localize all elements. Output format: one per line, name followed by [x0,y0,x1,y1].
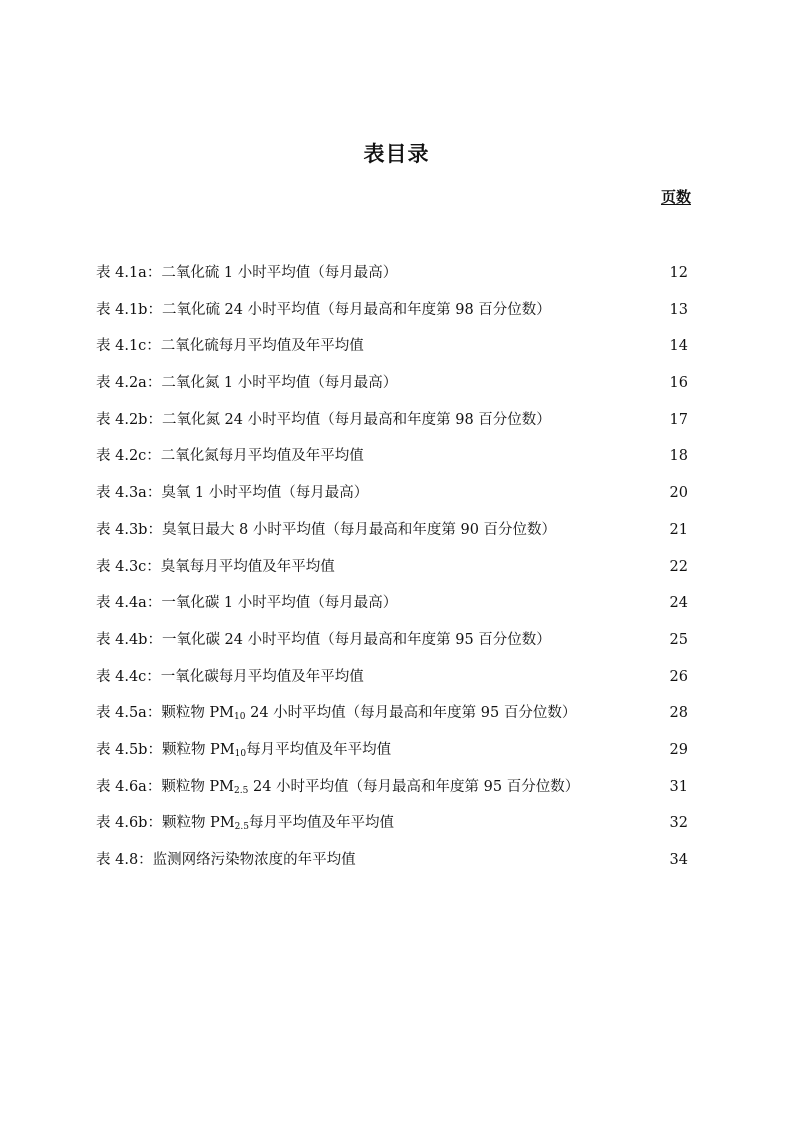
toc-entry[interactable] [96,478,688,515]
toc-entry-label-text: 表 4.6a：颗粒物 PM [96,778,235,795]
table-of-contents [96,258,688,882]
toc-entry-page: 12 [669,265,688,281]
toc-entry[interactable] [96,845,688,882]
toc-entry[interactable] [96,808,688,845]
toc-entry[interactable] [96,295,688,332]
toc-entry[interactable] [96,368,688,405]
toc-entry-label: 表 4.3b：臭氧日最大 8 小时平均值（每月最高和年度第 90 百分位数） [96,521,557,538]
toc-entry-label: 表 4.4a：一氧化碳 1 小时平均值（每月最高） [96,595,398,612]
toc-entry-label-text: 每月平均值及年平均值 [249,815,394,832]
toc-entry-subscript: 10 [234,748,247,759]
toc-entry-label: 表 4.4b：一氧化碳 24 小时平均值（每月最高和年度第 95 百分位数） [96,631,551,648]
toc-entry-label: 表 4.1a：二氧化硫 1 小时平均值（每月最高） [96,265,398,281]
toc-entry-page: 28 [669,705,688,722]
toc-entry-page: 14 [669,338,688,355]
toc-entry[interactable] [96,772,688,809]
toc-entry-page: 29 [669,741,688,758]
toc-entry-label [96,735,391,769]
toc-entry-label-text: 表 4.5a：颗粒物 PM [96,705,235,722]
toc-entry-label [96,698,576,732]
toc-entry-subscript: 2.5 [234,785,249,796]
toc-entry[interactable] [96,625,688,662]
toc-entry-subscript: 10 [234,712,246,723]
toc-entry-page: 17 [669,411,688,428]
page-title: 表目录 [363,142,430,166]
toc-entry-subscript: 2.5 [234,822,249,833]
toc-entry-page: 20 [669,485,688,502]
toc-entry-label: 表 4.2b：二氧化氮 24 小时平均值（每月最高和年度第 98 百分位数） [96,411,551,428]
toc-entry-label: 表 4.1c：二氧化硫每月平均值及年平均值 [96,338,364,355]
toc-entry-page: 22 [669,558,688,575]
toc-entry-page: 18 [669,448,688,465]
toc-entry[interactable] [96,698,688,735]
toc-entry-label: 表 4.3c：臭氧每月平均值及年平均值 [96,558,335,575]
toc-entry-page: 16 [669,375,688,392]
toc-entry-label-text: 表 4.5b：颗粒物 PM [96,741,235,758]
toc-entry-page: 24 [669,595,688,612]
toc-entry-page: 13 [669,301,688,318]
toc-entry-label [96,772,579,806]
toc-entry[interactable] [96,552,688,589]
toc-entry-page: 25 [669,631,688,648]
toc-entry-label-text: 每月平均值及年平均值 [246,741,392,758]
toc-entry-page: 26 [669,668,688,685]
toc-entry-label: 表 4.3a：臭氧 1 小时平均值（每月最高） [96,485,369,502]
toc-entry[interactable] [96,515,688,552]
toc-entry-label: 表 4.2a：二氧化氮 1 小时平均值（每月最高） [96,375,398,392]
toc-entry-page: 34 [669,852,688,868]
toc-entry-page: 31 [669,778,688,795]
toc-entry-page: 32 [669,815,688,832]
toc-entry-label: 表 4.4c：一氧化碳每月平均值及年平均值 [96,668,364,685]
toc-entry-page: 21 [669,521,688,538]
toc-entry[interactable] [96,441,688,478]
toc-entry-label: 表 4.8：监测网络污染物浓度的年平均值 [96,852,356,868]
toc-entry[interactable] [96,588,688,625]
toc-entry[interactable] [96,662,688,699]
page-number-column-header: 页数 [660,188,691,206]
toc-entry[interactable] [96,735,688,772]
toc-entry[interactable] [96,258,688,295]
toc-entry[interactable] [96,331,688,368]
toc-entry-label-text: 表 4.6b：颗粒物 PM [96,815,235,832]
toc-entry-label: 表 4.1b：二氧化硫 24 小时平均值（每月最高和年度第 98 百分位数） [96,301,551,318]
toc-entry-label-text: 24 小时平均值（每月最高和年度第 95 百分位数） [248,778,580,795]
toc-entry-label-text: 24 小时平均值（每月最高和年度第 95 百分位数） [245,705,577,722]
toc-entry-label [96,808,394,842]
toc-entry[interactable] [96,405,688,442]
toc-entry-label: 表 4.2c：二氧化氮每月平均值及年平均值 [96,448,364,465]
